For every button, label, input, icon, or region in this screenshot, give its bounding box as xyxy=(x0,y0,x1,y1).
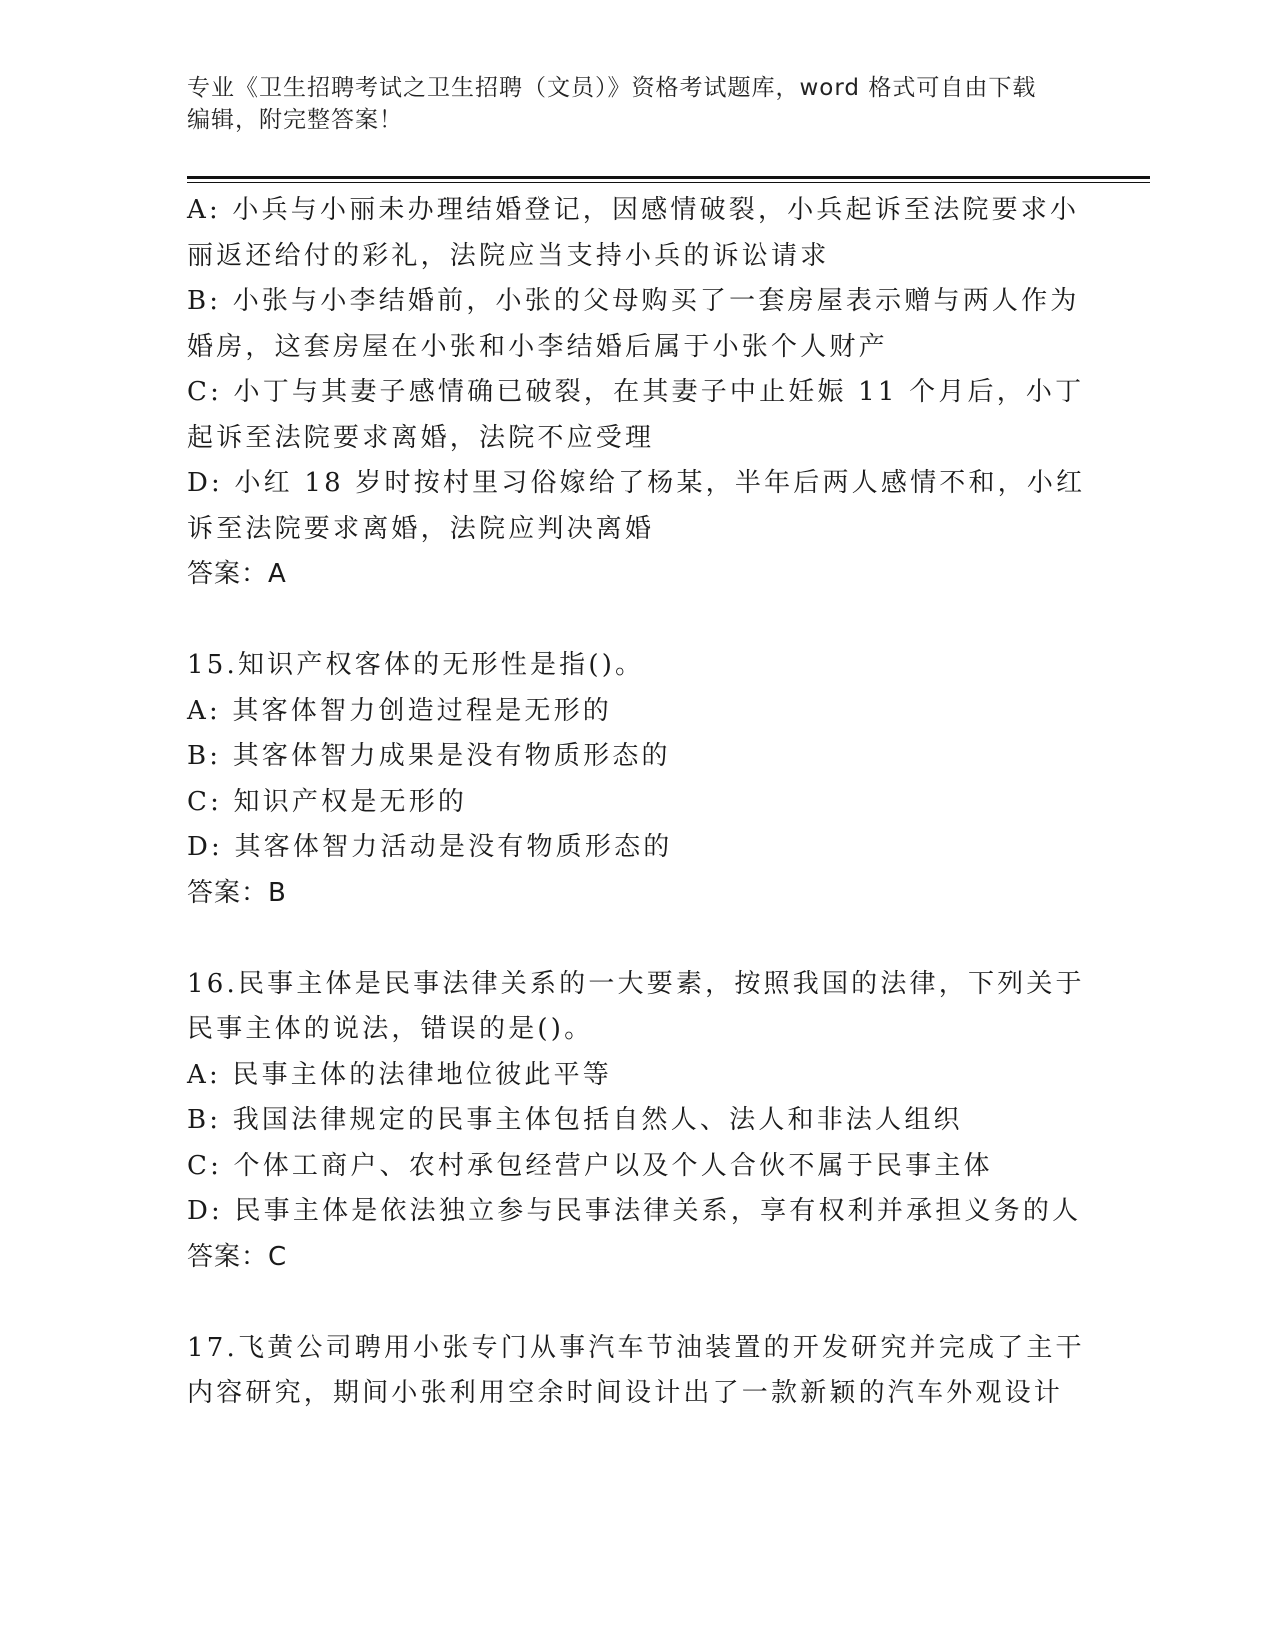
q15-answer: 答案：B xyxy=(187,877,287,908)
q16-option-b: B: 我国法律规定的民事主体包括自然人、法人和非法人组织 xyxy=(187,1105,963,1135)
question-16 xyxy=(187,962,1085,1281)
question-14 xyxy=(187,188,1086,598)
question-17 xyxy=(187,1326,1085,1417)
q16-stem-line-2: 民事主体的说法，错误的是()。 xyxy=(187,1014,594,1044)
document-body xyxy=(187,188,1086,1417)
q16-answer: 答案：C xyxy=(187,1241,288,1272)
q15-option-d: D: 其客体智力活动是没有物质形态的 xyxy=(187,832,673,862)
q16-option-d: D: 民事主体是依法独立参与民事法律关系，享有权利并承担义务的人 xyxy=(187,1196,1082,1226)
q16-stem-line-1: 16.民事主体是民事法律关系的一大要素，按照我国的法律，下列关于 xyxy=(187,968,1085,999)
question-15 xyxy=(187,643,1077,916)
header-divider-thin xyxy=(187,182,1150,183)
q16-option-c: C: 个体工商户、农村承包经营户以及个人合伙不属于民事主体 xyxy=(187,1150,993,1181)
q15-option-c: C: 知识产权是无形的 xyxy=(187,786,468,817)
q14-option-b-line-2: 婚房，这套房屋在小张和小李结婚后属于小张个人财产 xyxy=(187,331,888,362)
header-line-2: 编辑，附完整答案！ xyxy=(187,107,403,133)
q17-stem-line-1: 17.飞黄公司聘用小张专门从事汽车节油装置的开发研究并完成了主干 xyxy=(187,1332,1085,1363)
document-header xyxy=(187,72,1067,136)
q14-answer: 答案：A xyxy=(187,559,287,589)
spacer xyxy=(187,1280,1077,1326)
header-divider-thick xyxy=(187,176,1150,179)
q17-stem-line-2: 内容研究，期间小张利用空余时间设计出了一款新颖的汽车外观设计 xyxy=(187,1378,1064,1408)
q15-option-a: A: 其客体智力创造过程是无形的 xyxy=(187,695,613,726)
q14-option-c-line-2: 起诉至法院要求离婚，法院不应受理 xyxy=(187,422,655,453)
q15-stem: 15.知识产权客体的无形性是指()。 xyxy=(187,650,645,680)
q14-option-a-line-1: A: 小兵与小丽未办理结婚登记，因感情破裂，小兵起诉至法院要求小 xyxy=(187,195,1080,225)
q16-option-a: A: 民事主体的法律地位彼此平等 xyxy=(187,1059,613,1090)
q14-option-d-line-2: 诉至法院要求离婚，法院应判决离婚 xyxy=(187,513,655,544)
q14-option-d-line-1: D: 小红 18 岁时按村里习俗嫁给了杨某，半年后两人感情不和，小红 xyxy=(187,468,1086,498)
header-line-1: 专业《卫生招聘考试之卫生招聘（文员）》资格考试题库，word 格式可自由下载 xyxy=(187,75,1037,101)
q14-option-b-line-1: B: 小张与小李结婚前，小张的父母购买了一套房屋表示赠与两人作为 xyxy=(187,286,1080,316)
spacer xyxy=(187,916,1077,962)
q14-option-c-line-1: C: 小丁与其妻子感情确已破裂，在其妻子中止妊娠 11 个月后，小丁 xyxy=(187,377,1085,407)
q14-option-a-line-2: 丽返还给付的彩礼，法院应当支持小兵的诉讼请求 xyxy=(187,240,830,271)
spacer xyxy=(187,598,1077,644)
q15-option-b: B: 其客体智力成果是没有物质形态的 xyxy=(187,741,671,771)
